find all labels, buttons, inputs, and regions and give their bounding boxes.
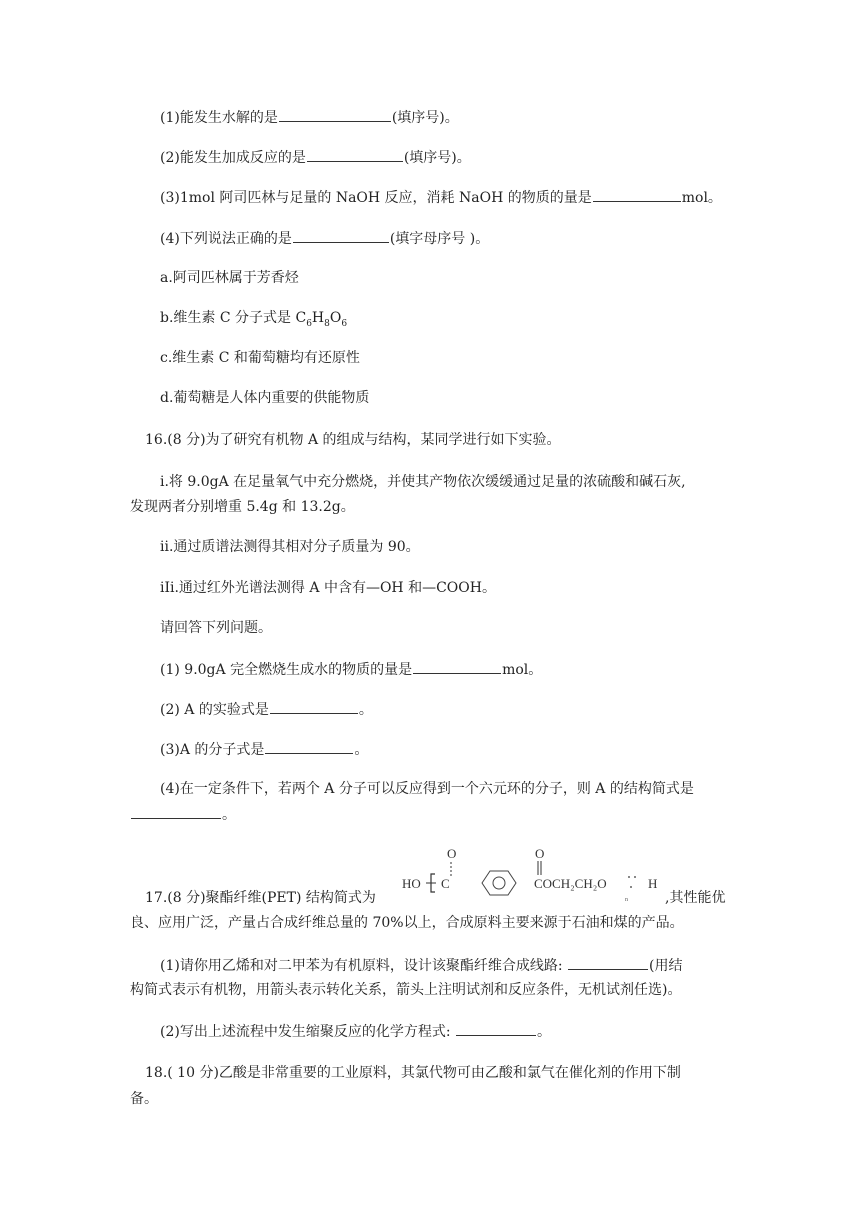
q16-part1: (1) 9.0gA 完全燃烧生成水的物质的量是 mol。 (160, 659, 542, 680)
answer-blank (265, 739, 353, 754)
q16-part4-line1: (4)在一定条件下，若两个 A 分子可以反应得到一个六元环的分子，则 A 的结构简式是 (160, 781, 694, 797)
q17-part1-line2: 构简式表示有机物，用箭头表示转化关系，箭头上注明试剂和反应条件，无机试剂任选)。 (130, 982, 682, 998)
q15-option-b: b.维生素 C 分子式是 $C_6H_8O_6$ (160, 310, 348, 329)
carbon-atom: C (441, 876, 450, 891)
q18-line2: 备。 (130, 1091, 158, 1107)
answer-blank (307, 147, 403, 162)
q15-part3: (3)1mol 阿司匹林与足量的 NaOH 反应，消耗 NaOH 的物质的量是 mol。 (160, 187, 722, 208)
q15-part4: (4)下列说法正确的是 (填字母序号 )。 (160, 228, 489, 249)
pet-structure-svg (402, 846, 660, 902)
q16-part2: (2) A 的实验式是 。 (160, 699, 373, 720)
q15-part1: (1)能发生水解的是 (填序号)。 (160, 107, 459, 128)
benzene-ring-circle (493, 877, 505, 889)
q16-step2: ii.通过质谱法测得其相对分子质量为 90。 (160, 539, 420, 555)
answer-blank (593, 187, 681, 202)
ester-chain: COCH₂CH₂O (534, 876, 607, 891)
carbonyl-oxygen-1: O (447, 846, 457, 861)
dot-mark (628, 876, 630, 878)
repeat-subscript: n (625, 897, 628, 902)
answer-blank (279, 107, 391, 122)
q16-step3: iIi.通过红外光谱法测得 A 中含有—OH 和—COOH。 (160, 580, 496, 596)
answer-blank (293, 228, 389, 243)
q16-title: 16.(8 分)为了研究有机物 A 的组成与结构，某同学进行如下实验。 (145, 432, 561, 448)
carbonyl-oxygen-2: O (535, 846, 545, 861)
q15-option-c: c.维生素 C 和葡萄糖均有还原性 (160, 350, 360, 366)
q16-part3: (3)A 的分子式是 。 (160, 739, 368, 760)
q15-part2: (2)能发生加成反应的是 (填序号)。 (160, 147, 471, 168)
answer-blank (568, 955, 648, 970)
q16-prompt: 请回答下列问题。 (160, 620, 272, 636)
q18-line1: 18.( 10 分)乙酸是非常重要的工业原料，其氯代物可由乙酸和氯气在催化剂的作用下制 (145, 1065, 681, 1081)
benzene-ring-icon (482, 871, 516, 895)
hydroxyl-end: HO (402, 876, 421, 891)
q17-title-after: ,其性能优 (665, 890, 726, 906)
answer-blank (413, 659, 501, 674)
dot-mark (630, 886, 632, 888)
pet-structure-formula (402, 846, 660, 902)
q17-title-lead: 17.(8 分)聚酯纤维(PET) 结构简式为 (145, 890, 376, 906)
q16-part4-line2: 。 (130, 804, 236, 825)
hydrogen-end: H (648, 876, 658, 891)
q17-part1-line1: (1)请你用乙烯和对二甲苯为有机原料，设计该聚酯纤维合成线路: (用结 (160, 955, 682, 976)
q17-title-line2: 良、应用广泛，产量占合成纤维总量的 70%以上，合成原料主要来源于石油和煤的产品。 (130, 915, 684, 931)
answer-blank (456, 1021, 536, 1036)
q15-option-a: a.阿司匹林属于芳香烃 (160, 270, 299, 286)
dot-mark (634, 876, 636, 878)
answer-blank (270, 699, 358, 714)
answer-blank (131, 804, 221, 819)
q15-option-d: d.葡萄糖是人体内重要的供能物质 (160, 390, 370, 406)
q17-part2: (2)写出上述流程中发生缩聚反应的化学方程式: 。 (160, 1021, 551, 1042)
q16-step1-line2: 发现两者分别增重 5.4g 和 13.2g。 (130, 499, 355, 515)
q16-step1-line1: i.将 9.0gA 在足量氧气中充分燃烧，并使其产物依次缓缓通过足量的浓硫酸和碱石灰, (160, 474, 686, 490)
